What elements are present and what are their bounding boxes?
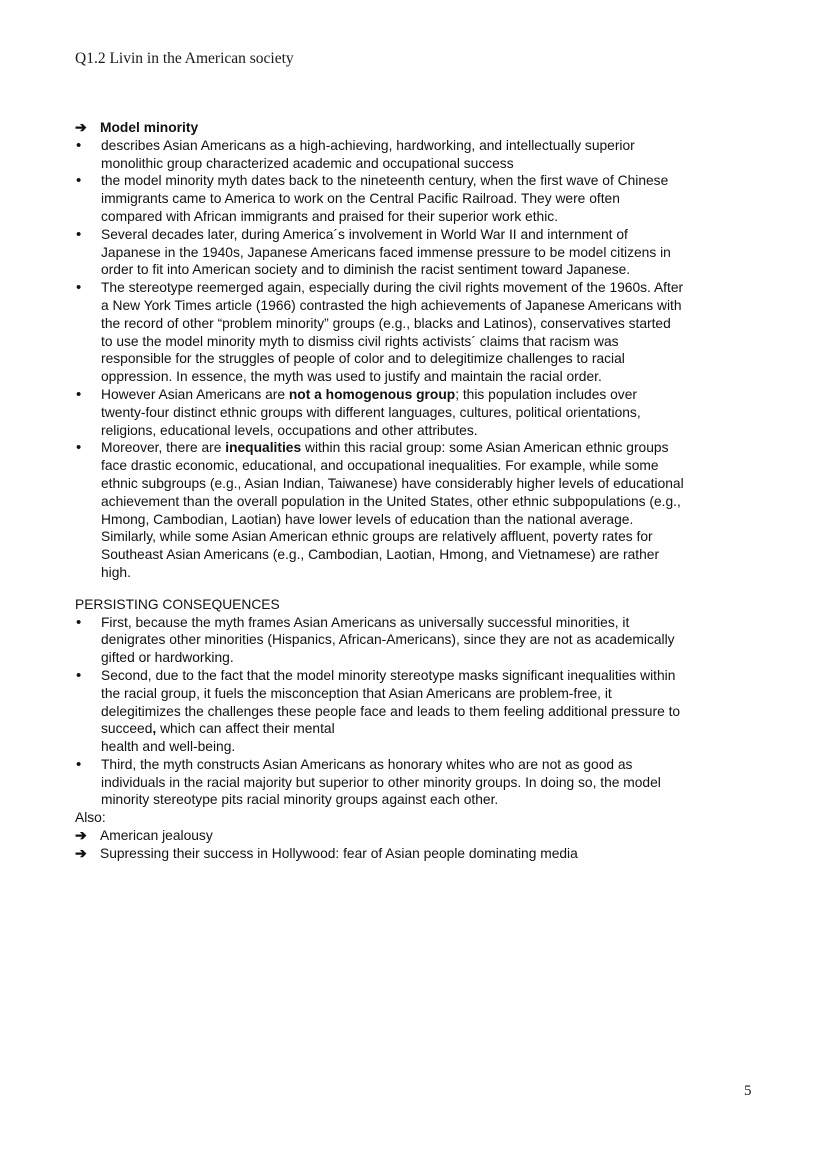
bullet-text: the model minority myth dates back to the nineteenth century, when the first wave of Chinese immigrants came to America to work on the Central Pacific Railroad. They were often compared with African immigrants and praised for their superior work ethic. bbox=[101, 173, 669, 224]
emphasis-comma: , bbox=[152, 721, 157, 737]
consequences-heading: PERSISTING CONSEQUENCES bbox=[75, 596, 280, 612]
bullet-item bbox=[75, 226, 685, 279]
bullet-icon: • bbox=[76, 613, 82, 631]
bullet-text bbox=[101, 439, 685, 581]
model-minority-heading-row bbox=[75, 119, 685, 137]
bullet-text-part: which can affect their mental bbox=[156, 721, 335, 737]
page-body bbox=[75, 119, 685, 863]
bullet-paragraph: health and well-being. bbox=[101, 739, 236, 755]
arrow-item bbox=[75, 845, 685, 863]
bullet-text: The stereotype reemerged again, especially during the civil rights movement of the 1960s. After a New York Times article (1966) contrasted the high achievements of Japanese Americans with the record of other “problem minority” groups (e.g., blacks and Latinos), conservatives started to use the model minority myth to dismiss civil rights activists´ claims that racism was responsible for the struggles of people of color and to delegitimize challenges to racial oppression. In essence, the myth was used to justify and maintain the racial order. bbox=[101, 280, 684, 385]
also-label: Also: bbox=[75, 810, 106, 826]
bullet-item bbox=[75, 172, 685, 225]
page-header: Q1.2 Livin in the American society bbox=[75, 50, 294, 67]
bullet-item bbox=[75, 279, 685, 386]
bullet-item bbox=[75, 439, 685, 581]
bullet-icon: • bbox=[76, 666, 82, 684]
bullet-item bbox=[75, 667, 685, 756]
page-number: 5 bbox=[744, 1083, 752, 1099]
bullet-text-part: within this racial group: some Asian American ethnic groups face drastic economic, educational, and occupational inequalities. For example, while some ethnic subgroups (e.g., Asian Indian, Taiwanese) have considerably higher levels of educational achievement than the overall population in the United States, other ethnic subpopulations (e.g., Hmong, Cambodian, Laotian) have lower levels of education than the national average. bbox=[101, 440, 684, 527]
arrow-icon: ➔ bbox=[75, 845, 87, 861]
bullet-text bbox=[101, 386, 685, 439]
bullet-paragraph: Similarly, while some Asian American ethnic groups are relatively affluent, poverty rates for Southeast Asian Americans (e.g., Cambodian, Laotian, Hmong, and Vietnamese) are rather high. bbox=[101, 529, 660, 580]
bullet-text-part: ; this population includes over twenty-four distinct ethnic groups with different languages, cultures, political orientations, religions, educational levels, occupations and other attributes. bbox=[101, 386, 641, 438]
bullet-icon: • bbox=[76, 385, 82, 403]
model-minority-heading: Model minority bbox=[100, 120, 199, 135]
arrow-icon: ➔ bbox=[75, 120, 87, 135]
bullet-text bbox=[101, 667, 685, 756]
bullet-text-part: However Asian Americans are bbox=[101, 386, 289, 402]
bullet-icon: • bbox=[76, 136, 82, 154]
bullet-item bbox=[75, 756, 685, 809]
bullet-text-part: Second, due to the fact that the model minority stereotype masks significant inequalities within the racial group, it fuels the misconception that Asian Americans are problem-free, it delegitimizes the challenges these people face and leads to them feeling additional pressure to succeed bbox=[101, 667, 681, 737]
bullet-text: First, because the myth frames Asian Americans as universally successful minorities, it denigrates other minorities (Hispanics, African-Americans), since they are not as academically gifted or hardworking. bbox=[101, 614, 675, 666]
arrow-item-text: American jealousy bbox=[100, 828, 213, 844]
bullet-icon: • bbox=[76, 279, 82, 297]
bullet-item bbox=[75, 386, 685, 439]
bullet-text: Third, the myth constructs Asian Americans as honorary whites who are not as good as individuals in the racial majority but superior to other minority groups. In doing so, the model minority stereotype pits racial minority groups against each other. bbox=[101, 756, 661, 808]
bullet-icon: • bbox=[76, 172, 82, 190]
bullet-text-part: Moreover, there are bbox=[101, 440, 226, 456]
bullet-icon: • bbox=[76, 755, 82, 773]
arrow-item-text: Supressing their success in Hollywood: fear of Asian people dominating media bbox=[100, 845, 578, 861]
bullet-paragraph bbox=[101, 439, 685, 528]
bullet-item bbox=[75, 614, 685, 667]
emphasis-text: inequalities bbox=[225, 440, 302, 456]
arrow-icon: ➔ bbox=[75, 828, 87, 844]
emphasis-text: not a homogenous group bbox=[288, 386, 456, 402]
bullet-item bbox=[75, 137, 685, 173]
bullet-text: Several decades later, during America´s involvement in World War II and internment of Japanese in the 1940s, Japanese Americans faced immense pressure to be model citizens in order to fit into American society and to diminish the racist sentiment toward Japanese. bbox=[101, 226, 671, 278]
bullet-icon: • bbox=[76, 439, 82, 457]
bullet-icon: • bbox=[76, 225, 82, 243]
bullet-text: describes Asian Americans as a high-achieving, hardworking, and intellectually superior monolithic group characterized academic and occupational success bbox=[101, 137, 635, 171]
arrow-item bbox=[75, 827, 685, 845]
